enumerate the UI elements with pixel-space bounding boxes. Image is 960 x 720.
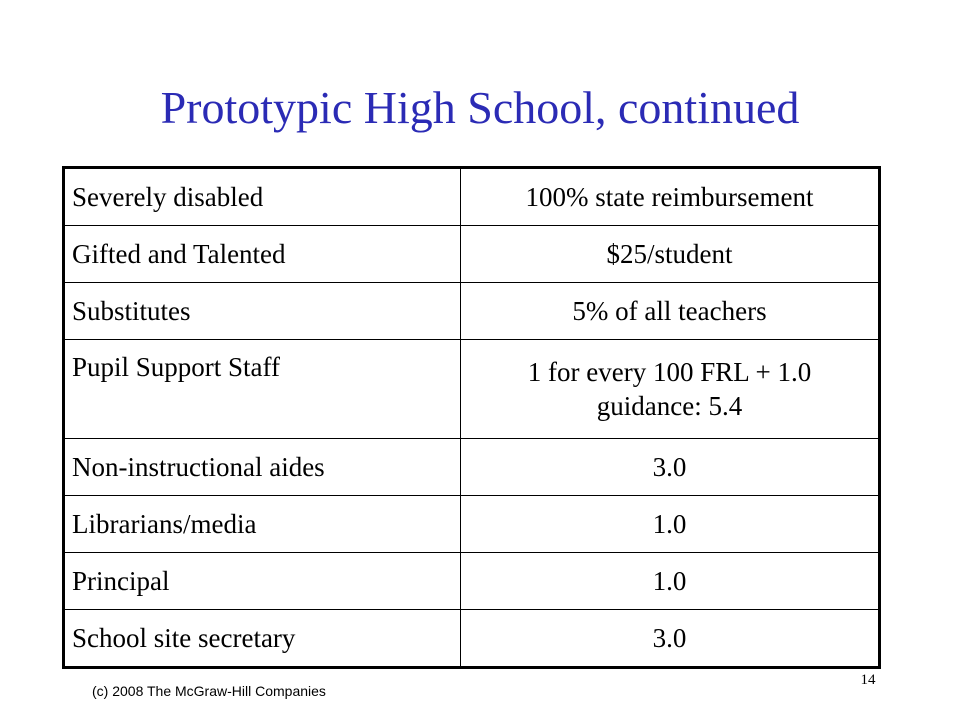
row-label: Gifted and Talented xyxy=(64,226,461,283)
row-value-line: 1.0 xyxy=(652,566,687,596)
slide-title: Prototypic High School, continued xyxy=(160,82,800,133)
table-row xyxy=(64,553,880,610)
policy-table xyxy=(62,166,881,669)
row-label: Librarians/media xyxy=(64,496,461,553)
row-label: Pupil Support Staff xyxy=(64,340,461,439)
table-row xyxy=(64,340,880,439)
row-value xyxy=(461,226,880,283)
copyright-notice: (c) 2008 The McGraw-Hill Companies xyxy=(92,683,326,699)
row-label: Substitutes xyxy=(64,283,461,340)
row-value-line: 5% of all teachers xyxy=(572,296,767,326)
row-value-line: $25/student xyxy=(606,239,733,269)
row-value xyxy=(461,610,880,668)
row-value-line: 1.0 xyxy=(652,509,687,539)
row-value xyxy=(461,340,880,439)
table-row xyxy=(64,496,880,553)
table-row xyxy=(64,283,880,340)
row-value xyxy=(461,496,880,553)
row-value-line: 3.0 xyxy=(652,452,687,482)
row-value-line: 3.0 xyxy=(652,623,687,653)
row-label: School site secretary xyxy=(64,610,461,668)
row-value xyxy=(461,553,880,610)
table-row xyxy=(64,610,880,668)
row-label: Principal xyxy=(64,553,461,610)
table-row xyxy=(64,226,880,283)
row-value xyxy=(461,439,880,496)
row-value-line: guidance: 5.4 xyxy=(596,391,743,421)
row-value xyxy=(461,283,880,340)
row-value-line: 100% state reimbursement xyxy=(525,182,814,212)
table-row xyxy=(64,168,880,226)
row-value xyxy=(461,168,880,226)
row-label: Severely disabled xyxy=(64,168,461,226)
table-row xyxy=(64,439,880,496)
row-value-line: 1 for every 100 FRL + 1.0 xyxy=(527,357,812,387)
page-number: 14 xyxy=(860,672,876,688)
row-label: Non-instructional aides xyxy=(64,439,461,496)
